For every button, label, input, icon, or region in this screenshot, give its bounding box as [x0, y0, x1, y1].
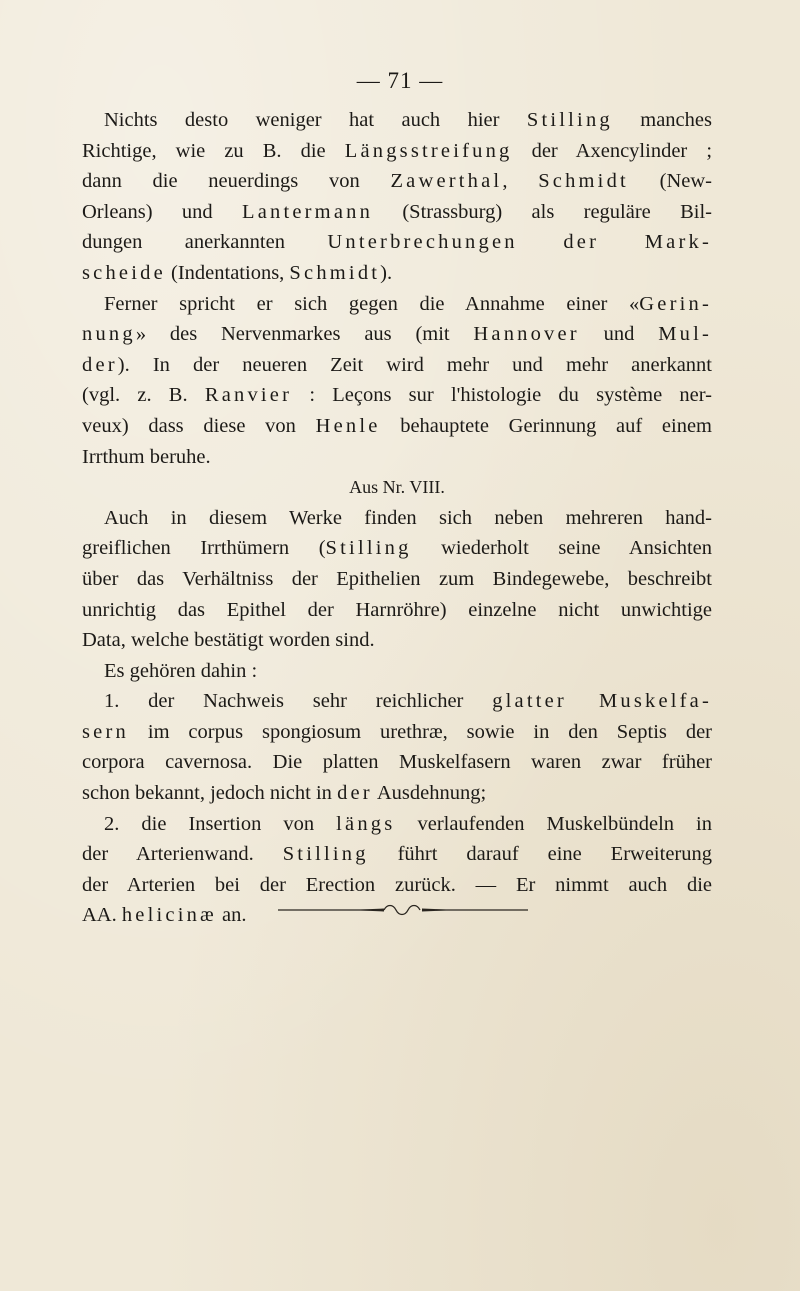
text-segment: Es gehören dahin :	[104, 659, 258, 682]
text-line	[82, 809, 712, 840]
spaced-emphasis: Henle	[315, 414, 381, 437]
spaced-emphasis: scheide	[82, 261, 166, 284]
text-line	[82, 595, 712, 626]
text-segment: Irrthum beruhe.	[82, 445, 211, 468]
ornament-divider	[278, 902, 528, 918]
spaced-emphasis: nung	[82, 323, 136, 346]
spaced-emphasis: Mul-	[658, 323, 712, 346]
text-segment: Orleans) und	[82, 200, 242, 223]
text-line	[82, 564, 712, 595]
text-segment: und	[579, 323, 659, 346]
text-segment: der Arterienwand.	[82, 843, 283, 866]
text-segment: führt darauf eine Erweiterung	[368, 843, 712, 866]
text-segment: verlaufenden Muskelbündeln in	[395, 812, 712, 835]
text-segment: an.	[216, 904, 247, 927]
text-segment: Richtige, wie zu B. die	[82, 139, 345, 162]
text-segment: behauptete Gerinnung auf einem	[380, 414, 712, 437]
text-segment: im corpus spongiosum urethræ, sowie in den Septis der	[128, 720, 712, 743]
text-line	[82, 503, 712, 534]
spaced-emphasis: Zawerthal	[390, 170, 503, 193]
spaced-emphasis: Stilling	[526, 109, 613, 131]
spaced-emphasis: Stilling	[325, 537, 412, 560]
text-segment: ).	[380, 261, 393, 284]
text-line	[82, 258, 712, 289]
text-segment: 2. die Insertion von	[104, 812, 337, 835]
text-segment: corpora cavernosa. Die platten Muskelfasern waren zwar früher	[82, 751, 712, 774]
text-segment: über das Verhältniss der Epithelien zum Bindegewebe, beschreibt	[82, 567, 712, 590]
text-segment: » des Nervenmarkes aus (mit	[135, 323, 474, 346]
text-line	[82, 442, 712, 473]
text-line	[82, 411, 712, 442]
text-segment: schon bekannt, jedoch nicht in	[82, 782, 338, 805]
body-text	[82, 105, 712, 931]
spaced-emphasis: Stilling	[282, 843, 369, 866]
text-line	[82, 227, 712, 258]
text-segment: 1. der Nachweis sehr reichlicher	[104, 690, 493, 713]
text-line	[82, 686, 712, 717]
text-segment: veux) dass diese von	[82, 414, 316, 437]
spaced-emphasis: Lantermann	[241, 200, 374, 223]
spaced-emphasis: Hannover	[473, 323, 580, 346]
text-segment: (vgl. z. B.	[82, 384, 205, 407]
text-segment: Ferner spricht er sich gegen die Annahme einer «	[104, 292, 640, 315]
text-segment: (New-	[628, 170, 712, 193]
text-segment: (Indentations,	[165, 261, 290, 284]
text-line	[82, 778, 712, 809]
text-line	[82, 380, 712, 411]
text-segment: dann die neuerdings von	[82, 170, 391, 193]
spaced-emphasis: Unterbrechungen der Mark-	[327, 231, 712, 254]
text-segment: wiederholt seine Ansichten	[411, 537, 712, 560]
text-segment: der Axencylinder ;	[512, 139, 712, 162]
text-segment: dungen anerkannten	[82, 231, 328, 254]
text-segment: Auch in diesem Werke finden sich neben mehreren hand-	[104, 506, 712, 529]
spaced-emphasis: Schmidt	[538, 170, 629, 193]
spaced-emphasis: glatter Muskelfa-	[492, 690, 712, 713]
spaced-emphasis: Schmidt	[289, 261, 381, 284]
text-line	[82, 717, 712, 748]
spaced-emphasis: Ranvier	[204, 384, 293, 407]
text-segment: (Strassburg) als reguläre Bil-	[373, 200, 712, 223]
text-segment: unrichtig das Epithel der Harnröhre) einzelne nicht unwichtige	[82, 598, 712, 621]
spaced-emphasis: längs	[336, 812, 396, 835]
text-segment: der Arterien bei der Erection zurück. — Er nimmt auch die	[82, 873, 712, 896]
spaced-emphasis: der	[82, 353, 118, 376]
text-line	[82, 350, 712, 381]
text-segment: : Leçons sur l'histologie du système ner-	[292, 384, 712, 407]
spaced-emphasis: helicinæ	[121, 904, 217, 927]
text-segment: Ausdehnung;	[372, 782, 487, 805]
spaced-emphasis: Längsstreifung	[344, 139, 513, 162]
text-segment: Data, welche bestätigt worden sind.	[82, 629, 375, 652]
text-segment: AA.	[82, 904, 122, 927]
text-segment: Nichts desto weniger hat auch hier	[104, 109, 527, 131]
spaced-emphasis: der	[337, 782, 373, 805]
spaced-emphasis: sern	[82, 720, 129, 743]
text-line	[82, 105, 712, 136]
text-line	[82, 747, 712, 778]
spaced-emphasis: Gerin-	[639, 292, 712, 315]
section-heading: Aus Nr. VIII.	[349, 477, 445, 498]
text-line	[82, 533, 712, 564]
text-segment: ). In der neueren Zeit wird mehr und mehr anerkannt	[117, 353, 712, 376]
text-segment: manches	[612, 109, 712, 131]
text-line	[82, 166, 712, 197]
page-number: — 71 —	[356, 68, 444, 93]
text-line	[82, 870, 712, 901]
text-line	[82, 136, 712, 167]
text-line	[82, 197, 712, 228]
text-segment: greiflichen Irrthümern (	[82, 537, 326, 560]
text-line	[82, 839, 712, 870]
text-line	[82, 289, 712, 320]
text-segment: ,	[502, 170, 539, 193]
text-line	[82, 625, 712, 656]
text-line	[82, 319, 712, 350]
text-line	[82, 656, 712, 687]
